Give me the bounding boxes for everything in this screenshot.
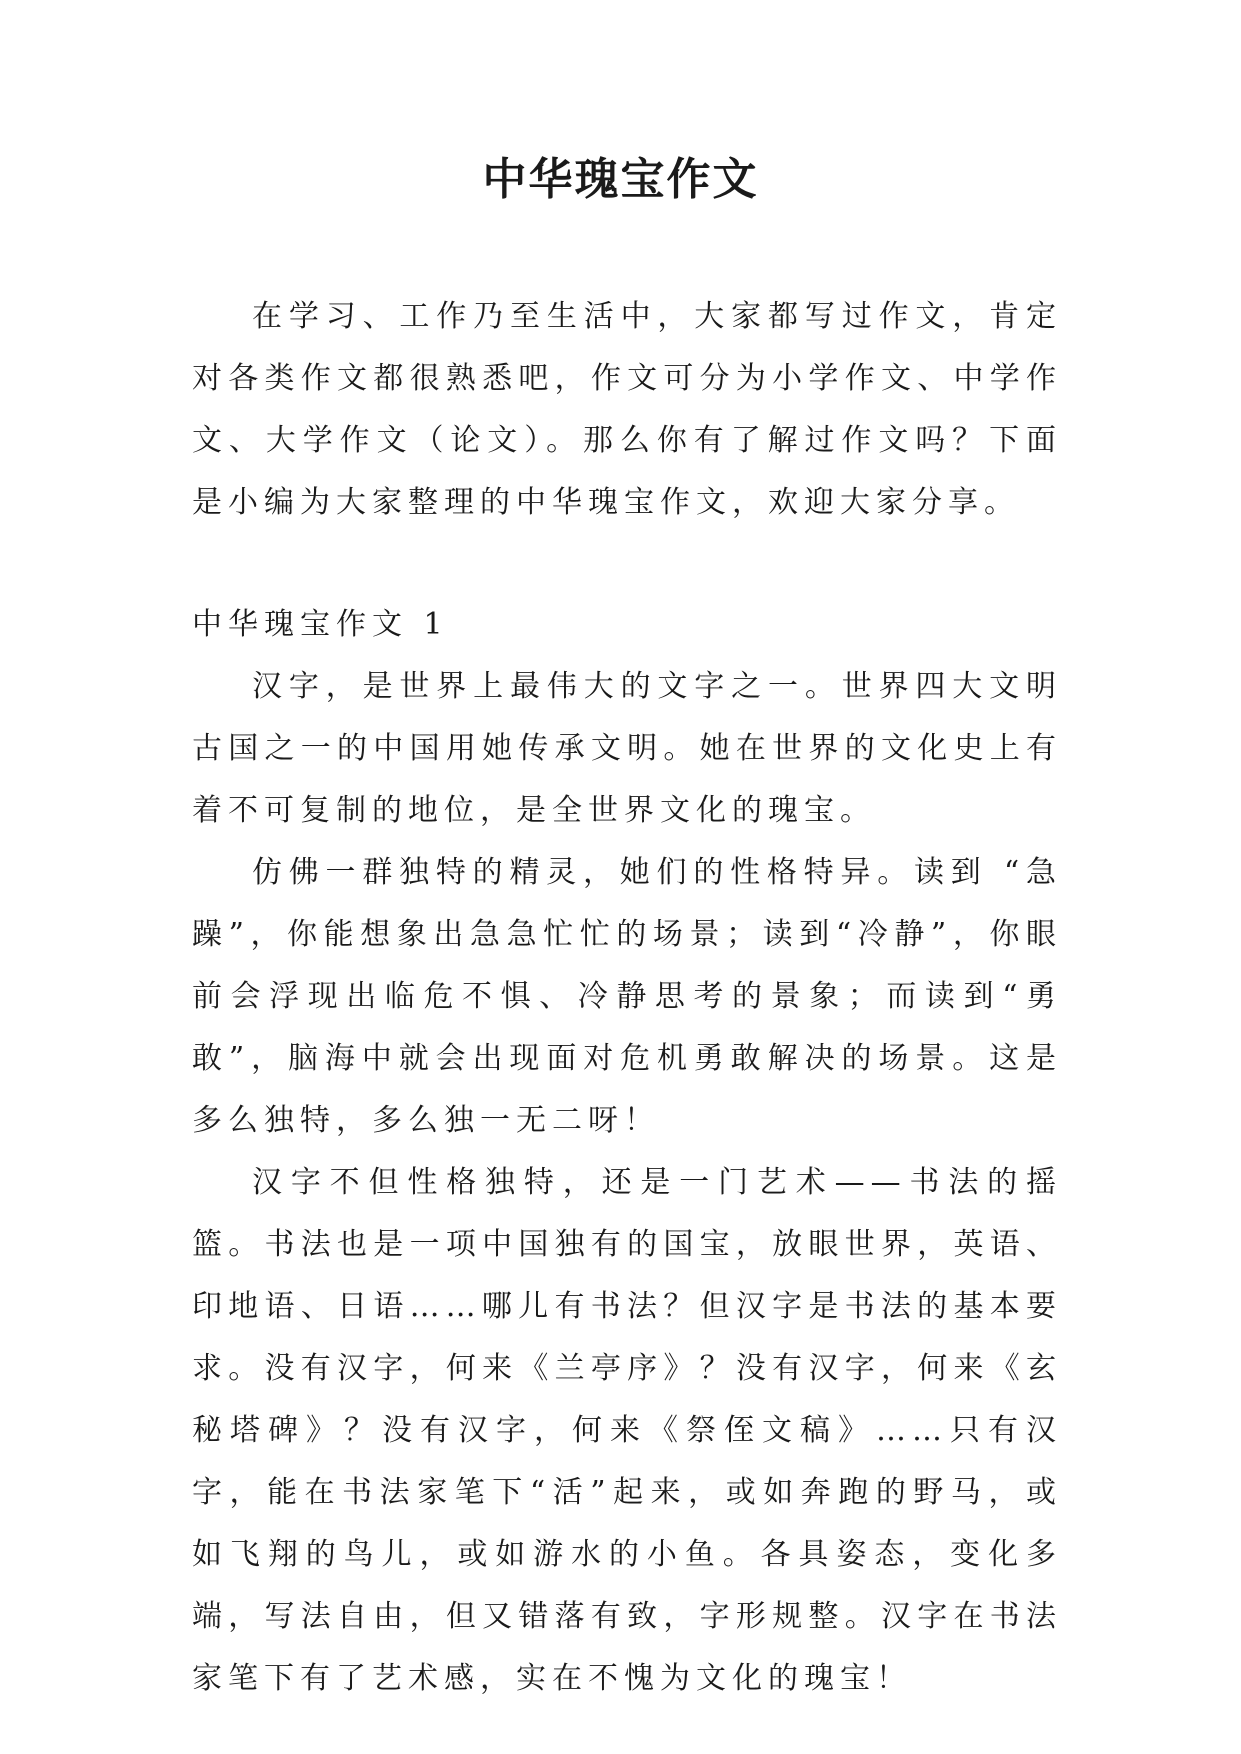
intro-paragraph: 在学习、工作乃至生活中，大家都写过作文，肯定对各类作文都很熟悉吧，作文可分为小学作文、中学作文、大学作文（论文）。那么你有了解过作文吗？下面是小编为大家整理的中华瑰宝作文，欢迎大家分享。: [192, 299, 1062, 520]
body-paragraph: 仿佛一群独特的精灵，她们的性格特异。读到 “急躁”，你能想象出急急忙忙的场景；读到“冷静”，你眼前会浮现出临危不惧、冷静思考的景象；而读到“勇敢”，脑海中就会出现面对危机勇敢解决的场景。这是多么独特，多么独一无二呀！: [192, 855, 1062, 1138]
section-heading: 中华瑰宝作文 1: [192, 607, 449, 642]
body-paragraph: 汉字不但性格独特，还是一门艺术——书法的摇篮。书法也是一项中国独有的国宝，放眼世界，英语、印地语、日语……哪儿有书法？但汉字是书法的基本要求。没有汉字，何来《兰亭序》？没有汉字，何来《玄秘塔碑》？没有汉字，何来《祭侄文稿》……只有汉字，能在书法家笔下“活”起来，或如奔跑的野马，或如飞翔的鸟儿，或如游水的小鱼。各具姿态，变化多端，写法自由，但又错落有致，字形规整。汉字在书法家笔下有了艺术感，实在不愧为文化的瑰宝！: [192, 1165, 1062, 1696]
body-paragraph: 汉字，是世界上最伟大的文字之一。世界四大文明古国之一的中国用她传承文明。她在世界的文化史上有着不可复制的地位，是全世界文化的瑰宝。: [192, 669, 1062, 828]
document-body: [192, 286, 1062, 1710]
document-title: 中华瑰宝作文: [482, 154, 759, 205]
